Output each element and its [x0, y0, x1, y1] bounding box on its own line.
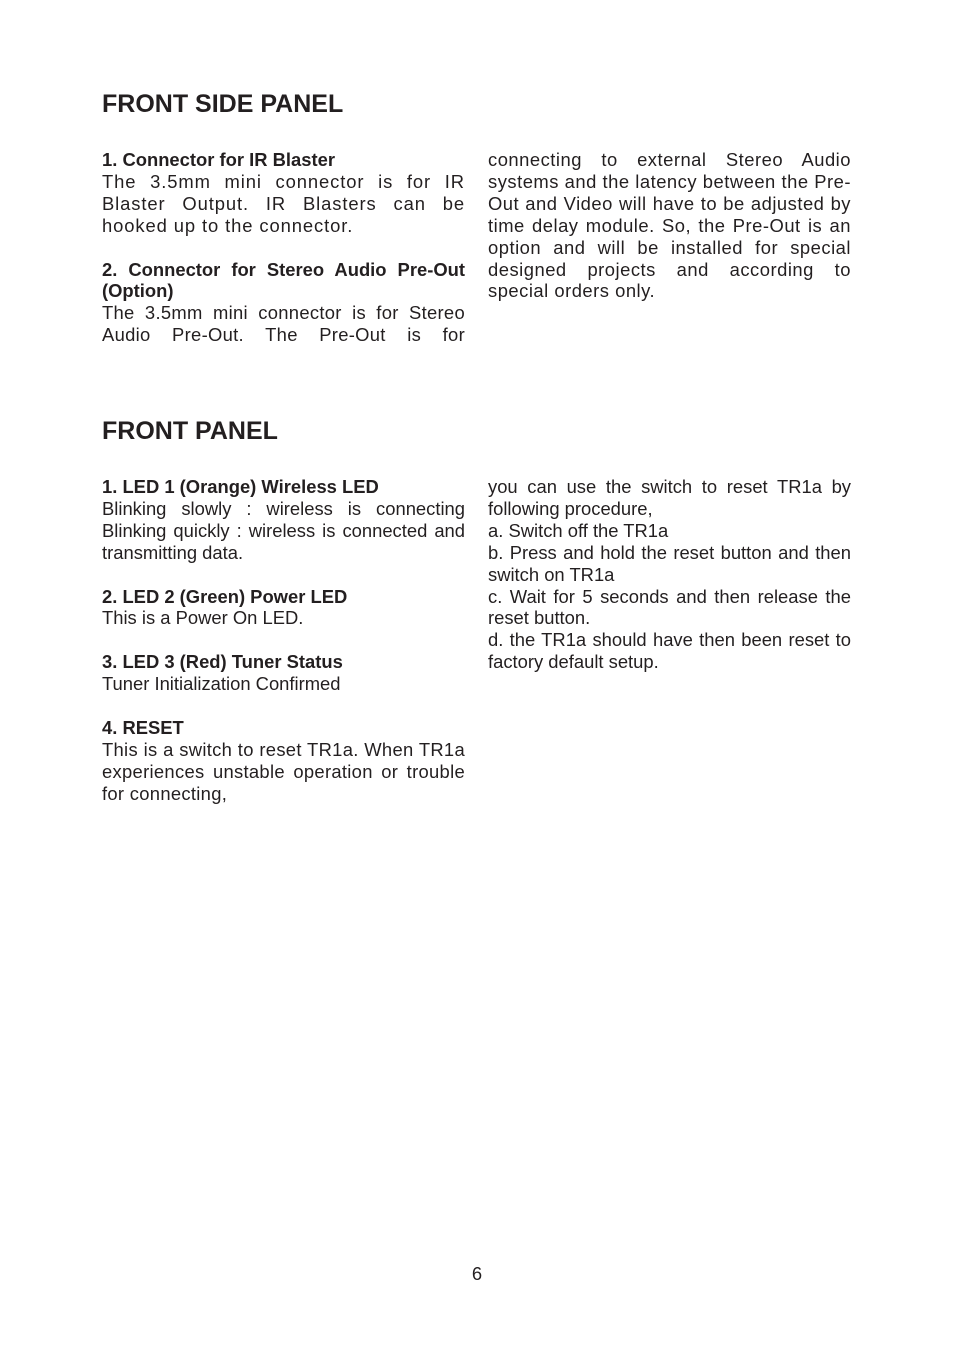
- led2-description: This is a Power On LED.: [102, 607, 304, 629]
- front-side-panel-right-column: [488, 149, 851, 302]
- reset-step-b: b. Press and hold the reset button and then switch on TR1a: [488, 541, 851, 585]
- led1-heading: 1. LED 1 (Orange) Wireless LED: [102, 476, 379, 497]
- stereo-preout-heading: 2. Connector for Stereo Audio Pre-Out (Option): [102, 258, 465, 302]
- reset-step-d: d. the TR1a should have then been reset to factory default setup.: [488, 629, 851, 673]
- section-title-front-side-panel: FRONT SIDE PANEL: [102, 90, 344, 118]
- front-side-panel-left-column: [102, 149, 465, 346]
- reset-description: This is a switch to reset TR1a. When TR1a experiences unstable operation or trouble for connecting,: [102, 738, 465, 804]
- front-panel-right-column: [488, 476, 851, 673]
- reset-step-c: c. Wait for 5 seconds and then release the reset button.: [488, 585, 851, 629]
- led1-fast-blink: Blinking quickly : wireless is connected and transmitting data.: [102, 519, 465, 563]
- reset-procedure-intro: you can use the switch to reset TR1a by following procedure,: [488, 476, 851, 519]
- stereo-preout-continued: connecting to external Stereo Audio systems and the latency between the Pre-Out and Video will have to be adjusted by time delay module. So, the Pre-Out is an option and will be installed for special designed projects and according to special orders only.: [488, 149, 851, 302]
- reset-heading: 4. RESET: [102, 716, 184, 738]
- led3-description: Tuner Initialization Confirmed: [102, 673, 341, 695]
- section-title-front-panel: FRONT PANEL: [102, 417, 278, 445]
- stereo-preout-description: The 3.5mm mini connector is for Stereo Audio Pre-Out. The Pre-Out is for: [102, 302, 465, 346]
- ir-blaster-heading: 1. Connector for IR Blaster: [102, 149, 335, 170]
- ir-blaster-description: The 3.5mm mini connector is for IR Blaster Output. IR Blasters can be hooked up to the connector.: [102, 170, 465, 236]
- page-number: 6: [471, 1263, 483, 1284]
- led2-heading: 2. LED 2 (Green) Power LED: [102, 585, 348, 607]
- led3-heading: 3. LED 3 (Red) Tuner Status: [102, 651, 343, 673]
- led1-slow-blink: Blinking slowly : wireless is connecting: [102, 497, 465, 519]
- front-panel-left-column: [102, 476, 465, 805]
- reset-step-a: a. Switch off the TR1a: [488, 519, 669, 541]
